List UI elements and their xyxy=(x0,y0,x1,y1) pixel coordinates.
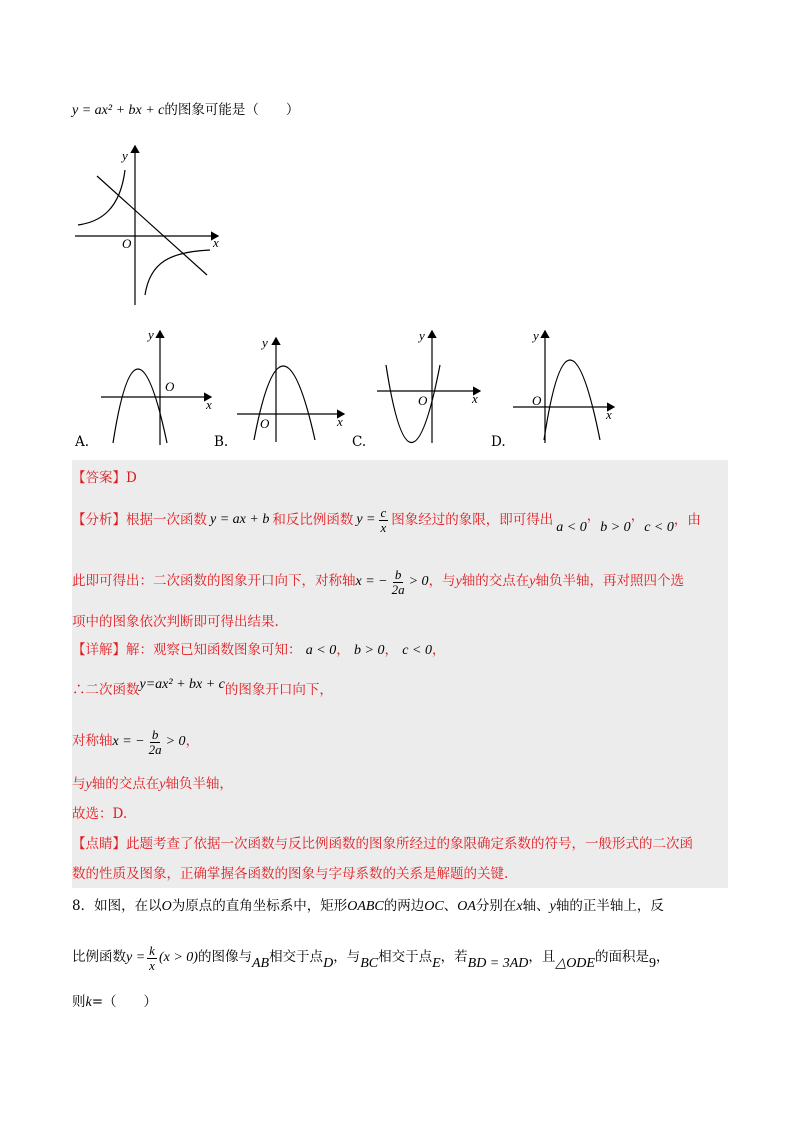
detail-quadratic: y=ax² + bx + c xyxy=(139,677,225,692)
q8-text-b9: ， xyxy=(655,949,670,966)
q8-text-a7: 轴的正半轴上，反 xyxy=(555,898,664,914)
option-d-y-label: y xyxy=(533,328,539,343)
detail-text-2a: ∴二次函数 xyxy=(72,682,140,699)
option-b-x-label: x xyxy=(337,414,343,429)
given-origin-label: O xyxy=(122,236,132,251)
q8-text-b7: ，且 xyxy=(528,949,556,966)
q8-func-den: x xyxy=(149,957,155,973)
q8-text-b2: 的图像与 xyxy=(197,949,252,966)
given-x-label: x xyxy=(213,235,219,250)
axis-num: b xyxy=(394,567,402,582)
analysis-inverse-lhs: y = xyxy=(356,512,376,527)
detail-axis-rhs: > 0 xyxy=(165,734,186,750)
detail-axis-den: 2a xyxy=(148,741,162,757)
analysis-line2-c: 轴的交点在 xyxy=(461,573,530,590)
analysis-axis-frac xyxy=(390,568,407,596)
detail-line-1: 【详解】解：观察已知函数图象可知： a < 0， b > 0， c < 0， xyxy=(72,642,446,658)
option-d-graph xyxy=(510,325,620,450)
option-a-x-label: x xyxy=(206,397,212,412)
q8-text-a6: 轴、 xyxy=(522,898,550,914)
option-a-y-label: y xyxy=(148,327,154,342)
q8-triangle: △ODE xyxy=(555,956,595,972)
q8-k: k xyxy=(85,995,92,1010)
comment-line-1 xyxy=(72,838,693,852)
q8-text-b6: ，若 xyxy=(440,949,468,966)
q8-line-1 xyxy=(72,900,664,914)
option-c-graph xyxy=(372,325,487,450)
detail-axis-num: b xyxy=(151,727,159,742)
option-a-origin: O xyxy=(165,379,175,394)
detail-line-2 xyxy=(72,677,333,699)
q8-text-a5: 分别在 xyxy=(475,898,517,914)
q8-BC: BC xyxy=(360,956,379,972)
analysis-line2-d: 轴负半轴，再对照四个选 xyxy=(535,573,684,590)
option-b-origin: O xyxy=(260,416,270,431)
answer-value: D xyxy=(126,470,137,486)
q8-text-b5: 相交于点 xyxy=(378,949,433,966)
analysis-text-1: 根据一次函数 xyxy=(126,512,207,528)
q8-y: y xyxy=(549,899,556,914)
q8-OABC: OABC xyxy=(347,899,384,914)
answer-line xyxy=(72,472,137,486)
given-hyperbola-lower xyxy=(145,250,210,295)
q8-area: 9 xyxy=(648,956,656,972)
detail-cond-c: c < 0 xyxy=(402,643,432,658)
q8-line-2 xyxy=(72,944,669,972)
q8-text-b4: ，与 xyxy=(333,949,361,966)
q8-text-b1: 比例函数 xyxy=(72,949,126,966)
option-b-y-label: y xyxy=(262,335,268,350)
q8-func-lhs: y = xyxy=(126,950,146,966)
analysis-line2-b: ，与 xyxy=(428,573,456,590)
detail-axis-lhs: x = − xyxy=(112,734,145,750)
option-b-graph xyxy=(232,332,352,452)
analysis-line-1: 【分析】 根据一次函数 y = ax + b 和反比例函数 y = $\frac{c}{x}$ 图象经过的象限，即可得出 a < 0 ， b > 0 ， c < 0 ，由 xyxy=(72,505,701,535)
comment-line-2: 数的性质及图象，正确掌握各函数的图象与字母系数的关系是解题的关键. xyxy=(72,866,509,882)
analysis-text-4: ，由 xyxy=(673,512,701,528)
analysis-linear: y = ax + b xyxy=(210,512,270,527)
detail-line-4 xyxy=(72,778,233,792)
detail-cond-a: a < 0 xyxy=(305,643,337,658)
q8-OA: OA xyxy=(457,899,476,914)
comment-tag: 【点睛】 xyxy=(72,836,126,852)
option-a-parabola xyxy=(113,369,167,443)
option-d-origin: O xyxy=(532,393,542,408)
analysis-text-3: 图象经过的象限，即可得出 xyxy=(391,512,554,528)
analysis-line2-text: 此即可得出：二次函数的图象开口向下，对称轴 xyxy=(72,573,356,590)
q8-x: x xyxy=(516,899,523,914)
q8-text-a2: 为原点的直角坐标系中，矩形 xyxy=(171,898,348,914)
q8-func-num: k xyxy=(149,943,155,958)
q7-stem-text: 的图象可能是（ ） xyxy=(164,102,300,118)
q7-formula: y = ax² + bx + c xyxy=(72,103,165,118)
option-b-label[interactable]: B. xyxy=(214,434,229,450)
q8-text-c2: =（ ） xyxy=(91,994,158,1010)
detail-line-3: 对称轴 x = − $\frac{b}{2a}$ > 0 ， xyxy=(72,727,200,757)
q8-AB: AB xyxy=(251,956,270,972)
option-c-x-label: x xyxy=(472,391,478,406)
q8-func-frac xyxy=(147,944,157,972)
detail-line-5: 故选：D. xyxy=(72,806,128,822)
analysis-cond-b: b > 0 xyxy=(600,520,631,535)
analysis-text-2: 和反比例函数 xyxy=(272,512,354,528)
analysis-y2: y xyxy=(529,574,536,590)
analysis-cond-c: c < 0 xyxy=(644,520,674,535)
analysis-line-3: 项中的图象依次判断即可得出结果. xyxy=(72,614,279,630)
option-c-y-label: y xyxy=(419,328,425,343)
detail-axis-frac xyxy=(147,728,164,756)
analysis-inverse-frac xyxy=(379,506,389,534)
q8-D: D xyxy=(323,956,334,972)
option-d-parabola xyxy=(544,360,600,440)
q8-text-c1: 则 xyxy=(72,994,86,1010)
analysis-cond-a: a < 0 xyxy=(556,520,587,535)
q8-text-a3: 的两边 xyxy=(383,898,425,914)
answer-tag: 【答案】 xyxy=(72,470,126,486)
inv-den: x xyxy=(380,519,387,535)
option-a-graph xyxy=(96,325,229,450)
option-a-label[interactable]: A. xyxy=(75,434,90,450)
option-c-origin: O xyxy=(418,393,428,408)
q8-text-b3: 相交于点 xyxy=(269,949,324,966)
detail-text-3: 对称轴 xyxy=(72,733,113,750)
option-d-label[interactable]: D. xyxy=(491,434,506,450)
q8-func-cond: (x > 0) xyxy=(158,950,198,966)
q7-stem xyxy=(72,104,299,118)
detail-text-4b: 轴的交点在 xyxy=(91,776,160,792)
detail-text-4c: 轴负半轴， xyxy=(165,776,233,792)
q8-E: E xyxy=(432,956,441,972)
analysis-y1: y xyxy=(455,574,462,590)
q8-text-a4: 、 xyxy=(443,898,458,914)
detail-cond-b: b > 0 xyxy=(354,643,385,658)
comment-text-1: 此题考查了依据一次函数与反比例函数的图象所经过的象限确定系数的符号，一般形式的二次函 xyxy=(126,836,693,852)
q8-number: 8． xyxy=(72,898,95,914)
q8-relation: BD = 3AD xyxy=(467,956,529,972)
given-hyperbola-upper xyxy=(78,170,125,225)
given-function-graph xyxy=(70,140,230,310)
q8-line-3 xyxy=(72,996,157,1010)
detail-text-1: 解：观察已知函数图象可知： xyxy=(126,642,302,658)
option-d-x-label: x xyxy=(606,407,612,422)
detail-tag: 【详解】 xyxy=(72,642,126,658)
detail-text-2b: 的图象开口向下， xyxy=(224,682,333,699)
inv-num: c xyxy=(380,504,387,520)
analysis-axis-rhs: > 0 xyxy=(408,574,429,590)
detail-text-4a: 与 xyxy=(72,776,86,792)
q8-text-b8: 的面积是 xyxy=(594,949,649,966)
analysis-line-2 xyxy=(72,568,684,596)
detail-y1: y xyxy=(85,777,92,792)
given-linear-line xyxy=(97,176,207,275)
q8-text-a1: 如图，在以 xyxy=(94,898,162,914)
option-c-label[interactable]: C. xyxy=(352,434,367,450)
q8-OC: OC xyxy=(424,899,444,914)
detail-y2: y xyxy=(159,777,166,792)
axis-den: 2a xyxy=(391,581,405,597)
q8-O: O xyxy=(161,899,172,914)
analysis-axis-lhs: x = − xyxy=(355,574,388,590)
analysis-tag: 【分析】 xyxy=(72,512,126,528)
given-y-label: y xyxy=(122,148,128,163)
